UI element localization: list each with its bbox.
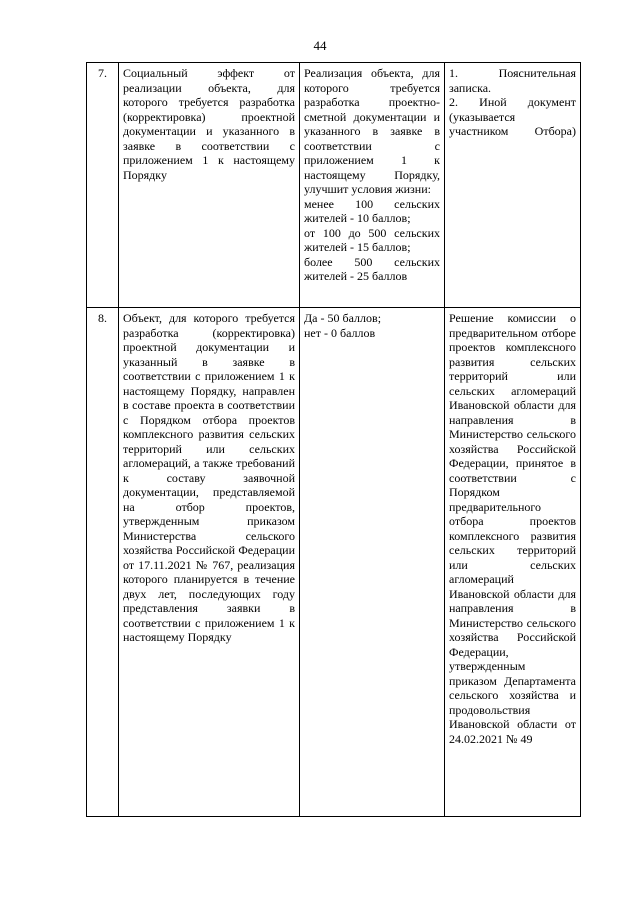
criterion-text: Социальный эффект от реализации объекта, для которого требуется разработка (корректировка) проектной документации и указанного в заявке в соответствии с приложением 1 к настоящему Порядку (119, 63, 300, 308)
row-number: 8. (87, 308, 119, 817)
points-item: от 100 до 500 сельских жителей - 15 баллов; (304, 225, 440, 254)
document-item: 1. Пояснительная записка. (449, 66, 576, 95)
documents-text: Решение комиссии о предварительном отборе проектов комплексного развития сельских территорий или сельских агломераций Ивановской области для направления в Министерство сельского хозяйства Российской Федерации, принятое в соответствии с Порядком предварительного отбора проектов комплексного развития сельских территорий или сельских агломераций Ивановской области для направления в Министерство сельского хозяйства Российской Федерации, утвержденным приказом Департамента сельского хозяйства и продовольствия Ивановской области от 24.02.2021 № 49 (445, 308, 581, 817)
points-intro: Реализация объекта, для которого требуется разработка проектно-сметной документации и указанного в заявке в соответствии с приложением 1 к настоящему Порядку, улучшит условия жизни: (304, 66, 440, 196)
points-item: Да - 50 баллов; (304, 311, 382, 325)
document-item: 2. Иной документ (указывается участником Отбора) (449, 95, 576, 138)
points-item: нет - 0 баллов (304, 325, 376, 340)
documents-cell (445, 63, 581, 308)
table-row (87, 63, 581, 308)
points-item: менее 100 сельских жителей - 10 баллов; (304, 196, 440, 225)
row-number: 7. (87, 63, 119, 308)
page-number: 44 (313, 38, 327, 53)
points-item: более 500 сельских жителей - 25 баллов (304, 254, 440, 283)
points-cell (300, 63, 445, 308)
table-row (87, 308, 581, 817)
points-cell (300, 308, 445, 817)
criterion-text: Объект, для которого требуется разработка (корректировка) проектной документации и указанный в заявке в соответствии с приложением 1 к настоящему Порядку, направлен в составе проекта в соответствии с Порядком отбора проектов комплексного развития сельских территорий или сельских агломераций, а также требований к составу заявочной документации, представляемой на отбор проектов, утвержденным приказом Министерства сельского хозяйства Российской Федерации от 17.11.2021 № 767, реализация которого планируется в течение двух лет, последующих году представления заявки в соответствии с приложением 1 к настоящему Порядку (119, 308, 300, 817)
criteria-table (86, 62, 581, 817)
